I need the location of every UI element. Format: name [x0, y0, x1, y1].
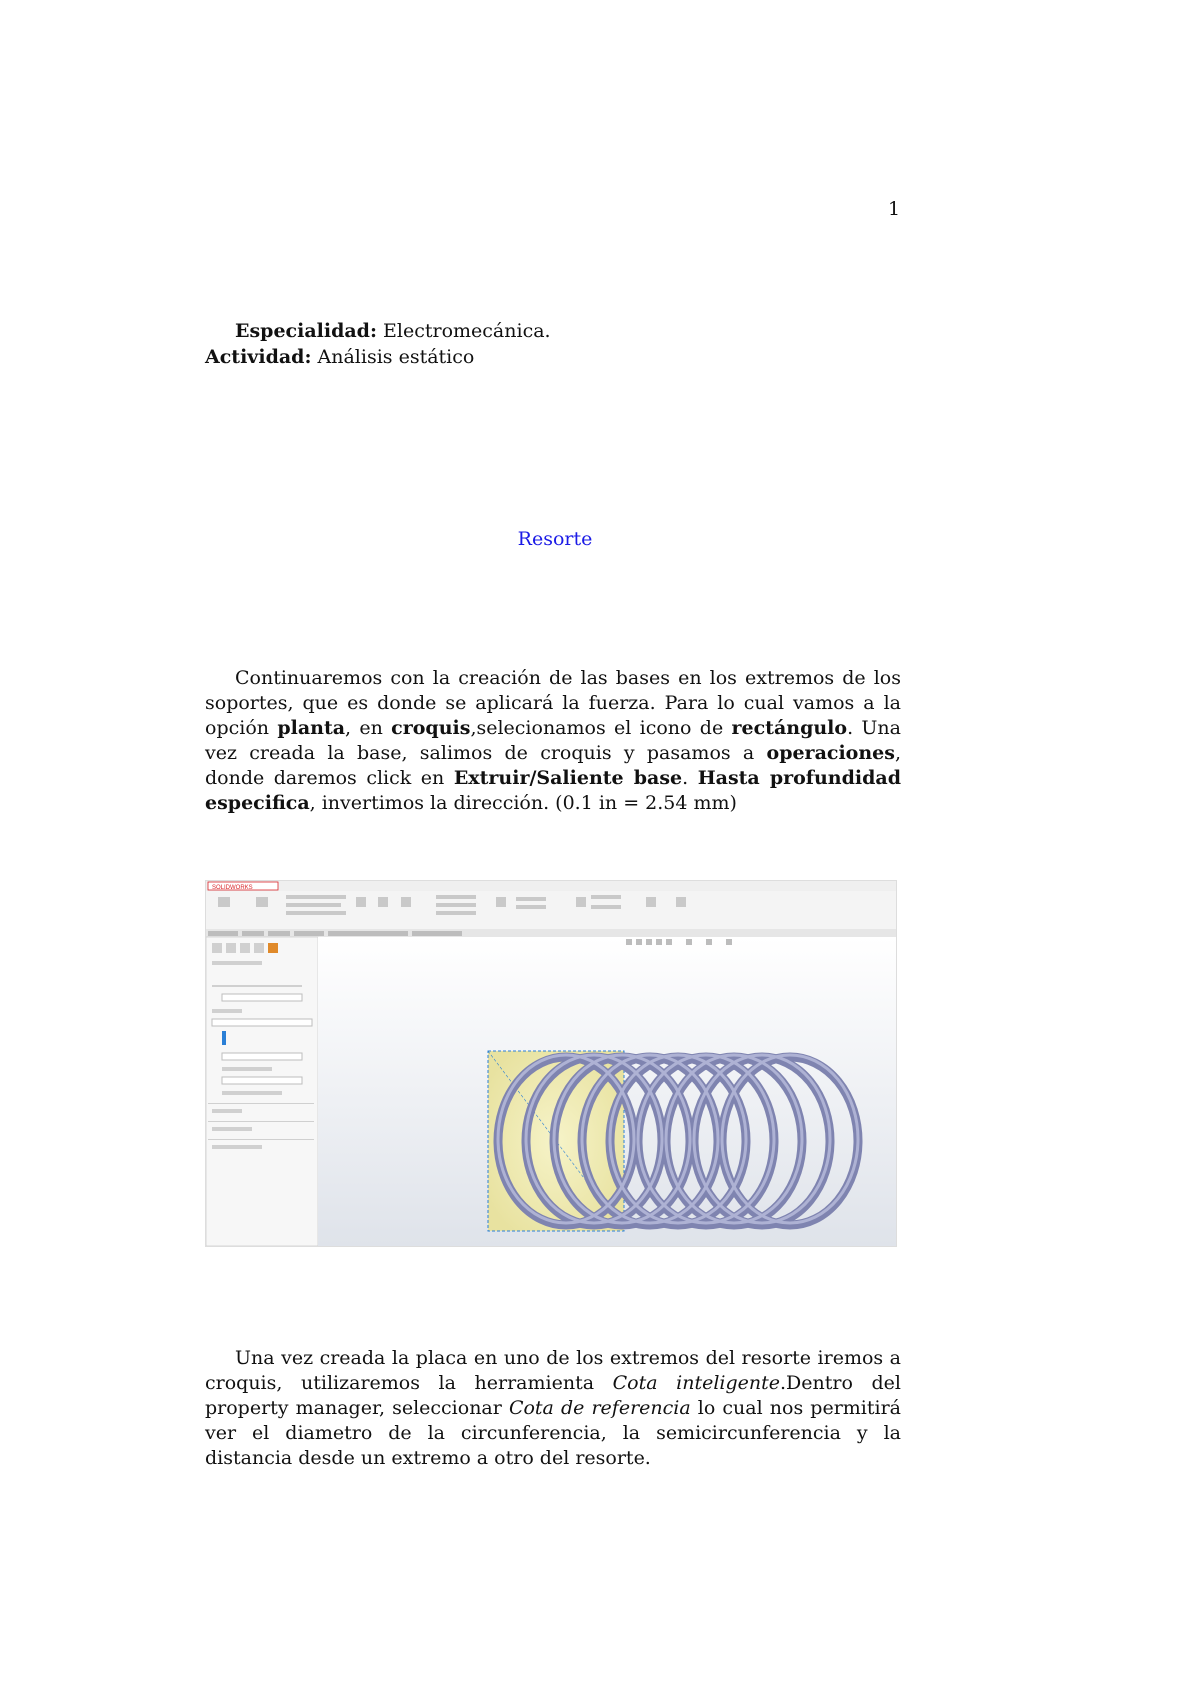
text-run: ,selecionamos el icono de [470, 717, 732, 739]
bold-extruir: Extruir/Saliente base [453, 767, 683, 789]
bold-hasta-profundidad: Hasta profundidad especifica [205, 767, 901, 814]
specialty-line [205, 318, 551, 344]
paragraph-cota [205, 1346, 901, 1471]
document-header [205, 318, 551, 370]
solidworks-screenshot [205, 880, 897, 1247]
text-run: , invertimos la dirección. (0.1 in = 2.54 mm) [309, 792, 737, 814]
bold-rectangulo: rectángulo [731, 717, 848, 739]
bold-croquis: croquis [391, 717, 471, 739]
text-run: .Dentro del property manager, seleccionar [205, 1372, 901, 1419]
activity-label: Actividad: [205, 346, 312, 368]
text-run: . [682, 767, 698, 789]
bold-planta: planta [277, 717, 346, 739]
specialty-label: Especialidad: [235, 320, 377, 342]
italic-cota-inteligente: Cota inteligente [612, 1372, 781, 1394]
solidworks-logo: SOLIDWORKS [212, 885, 253, 891]
section-title[interactable]: Resorte [517, 528, 593, 550]
page-number: 1 [888, 198, 901, 220]
bold-operaciones: operaciones [766, 742, 895, 764]
activity-value: Análisis estático [317, 346, 475, 368]
specialty-value: Electromecánica. [383, 320, 551, 342]
text-run: . Una vez creada la base, salimos de croquis y pasamos a [205, 717, 901, 764]
text-run: , en [345, 717, 392, 739]
text-run: Continuaremos con la creación de las bases en los extremos de los soportes, que es donde se aplicará la fuerza. Para lo cual vamos a la opción [205, 667, 901, 739]
text-run: Una vez creada la placa en uno de los extremos del resorte iremos a croquis, utilizaremos la herramienta [205, 1347, 901, 1394]
text-run: , donde daremos click en [205, 742, 901, 789]
paragraph-bases [205, 666, 901, 816]
text-run: lo cual nos permitirá ver el diametro de la circunferencia, la semicircunferencia y la distancia desde un extremo a otro del resorte. [205, 1397, 901, 1469]
italic-cota-referencia: Cota de referencia [508, 1397, 691, 1419]
activity-line [205, 344, 551, 370]
solidworks-screenshot-image [206, 881, 896, 1246]
